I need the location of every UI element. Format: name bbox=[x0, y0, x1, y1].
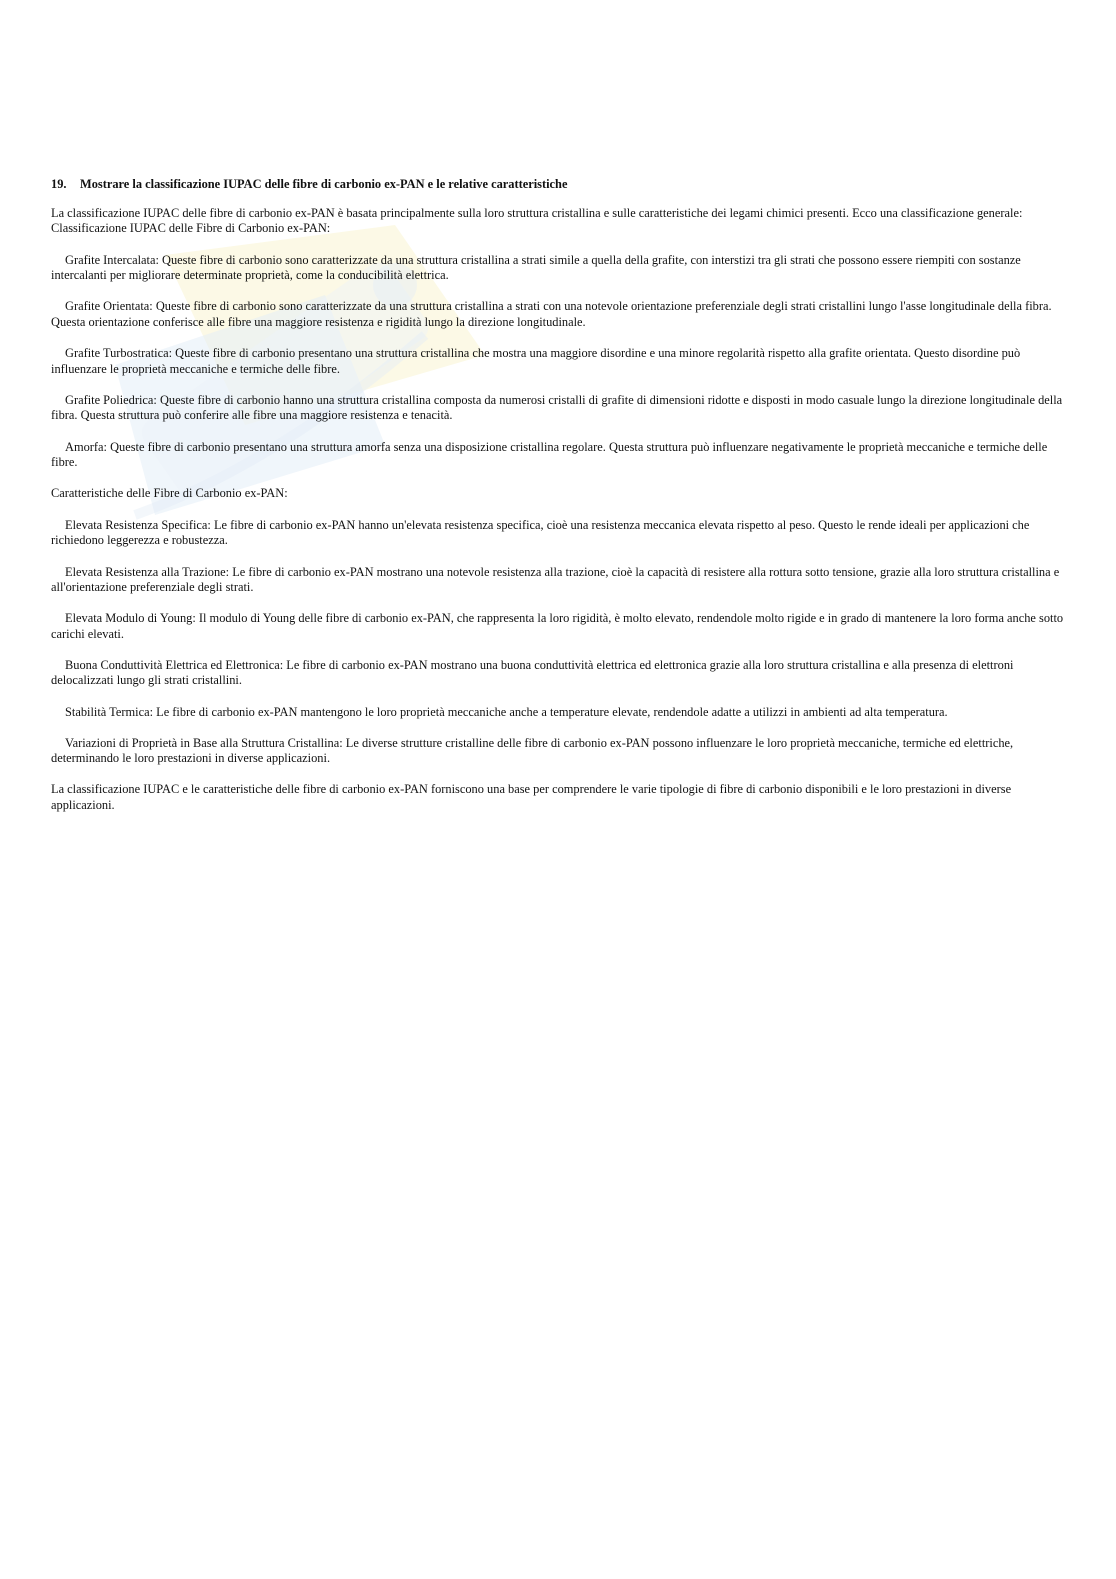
characteristics-item: Elevata Resistenza Specifica: Le fibre di carbonio ex-PAN hanno un'elevata resistenza specifica, cioè una resistenza meccanica elevata rispetto al peso. Questo le rende ideali per applicazioni che richiedono leggerezza e robustezza. bbox=[51, 517, 1030, 548]
question-title: Mostrare la classificazione IUPAC delle fibre di carbonio ex-PAN e le relative caratteristiche bbox=[80, 177, 568, 191]
question-number: 19. bbox=[51, 177, 67, 191]
classification-heading: Classificazione IUPAC delle Fibre di Carbonio ex-PAN: bbox=[51, 221, 331, 236]
classification-item: Amorfa: Queste fibre di carbonio presentano una struttura amorfa senza una disposizione cristallina regolare. Questa struttura può influenzare negativamente le proprietà meccaniche e termiche delle fibre. bbox=[51, 439, 1048, 470]
classification-item: Grafite Orientata: Queste fibre di carbonio sono caratterizzate da una struttura cristallina a strati con una notevole orientazione preferenziale degli strati cristallini lungo l'asse longitudinale della fibra. Questa orientazione conferisce alle fibre una maggiore resistenza e rigidità lungo la direzione longitudinale. bbox=[51, 299, 1052, 330]
classification-item: Grafite Intercalata: Queste fibre di carbonio sono caratterizzate da una struttura cristallina a strati simile a quella della grafite, con interstizi tra gli strati che possono essere riempiti con sostanze intercalanti per migliorare determinate proprietà, come la conducibilità elettrica. bbox=[51, 252, 1021, 283]
intro-paragraph: La classificazione IUPAC delle fibre di carbonio ex-PAN è basata principalmente sulla loro struttura cristallina e sulle caratteristiche dei legami chimici presenti. Ecco una classificazione generale: bbox=[51, 205, 1023, 220]
characteristics-heading: Caratteristiche delle Fibre di Carbonio ex-PAN: bbox=[51, 486, 288, 501]
classification-item: Grafite Turbostratica: Queste fibre di carbonio presentano una struttura cristallina che mostra una maggiore disordine e una minore regolarità rispetto alla grafite orientata. Questo disordine può influenzare le proprietà meccaniche e termiche delle fibre. bbox=[51, 346, 1021, 376]
characteristics-item: Variazioni di Proprietà in Base alla Struttura Cristallina: Le diverse strutture cristalline delle fibre di carbonio ex-PAN possono influenzare le loro proprietà meccaniche, termiche ed elettriche, determinando le loro prestazioni in diverse applicazioni. bbox=[51, 735, 1014, 766]
document-content bbox=[51, 177, 1066, 814]
characteristics-item: Elevata Resistenza alla Trazione: Le fibre di carbonio ex-PAN mostrano una notevole resistenza alla trazione, cioè la capacità di resistere alla rottura sotto tensione, grazie alla loro struttura cristallina e all'orientazione preferenziale degli strati. bbox=[51, 564, 1060, 595]
characteristics-item: Buona Conduttività Elettrica ed Elettronica: Le fibre di carbonio ex-PAN mostrano una buona conduttività elettrica ed elettronica grazie alla loro struttura cristallina e alla presenza di elettroni delocalizzati lungo gli strati cristallini. bbox=[51, 657, 1014, 688]
characteristics-item: Stabilità Termica: Le fibre di carbonio ex-PAN mantengono le loro proprietà meccaniche anche a temperature elevate, rendendole adatte a utilizzi in ambienti ad alta temperatura. bbox=[65, 704, 948, 719]
characteristics-item: Elevata Modulo di Young: Il modulo di Young delle fibre di carbonio ex-PAN, che rappresenta la loro rigidità, è molto elevato, rendendole molto rigide e in grado di mantenere la loro forma anche sotto carichi elevati. bbox=[51, 611, 1064, 641]
question-heading bbox=[51, 177, 1066, 193]
classification-item: Grafite Poliedrica: Queste fibre di carbonio hanno una struttura cristallina composta da numerosi cristalli di grafite di dimensioni ridotte e disposti in modo casuale lungo la direzione longitudinale della fibra. Questa struttura può conferire alle fibre una maggiore resistenza e tenacità. bbox=[51, 392, 1063, 423]
conclusion-paragraph: La classificazione IUPAC e le caratteristiche delle fibre di carbonio ex-PAN forniscono una base per comprendere le varie tipologie di fibre di carbonio disponibili e le loro prestazioni in diverse applicazioni. bbox=[51, 782, 1012, 812]
